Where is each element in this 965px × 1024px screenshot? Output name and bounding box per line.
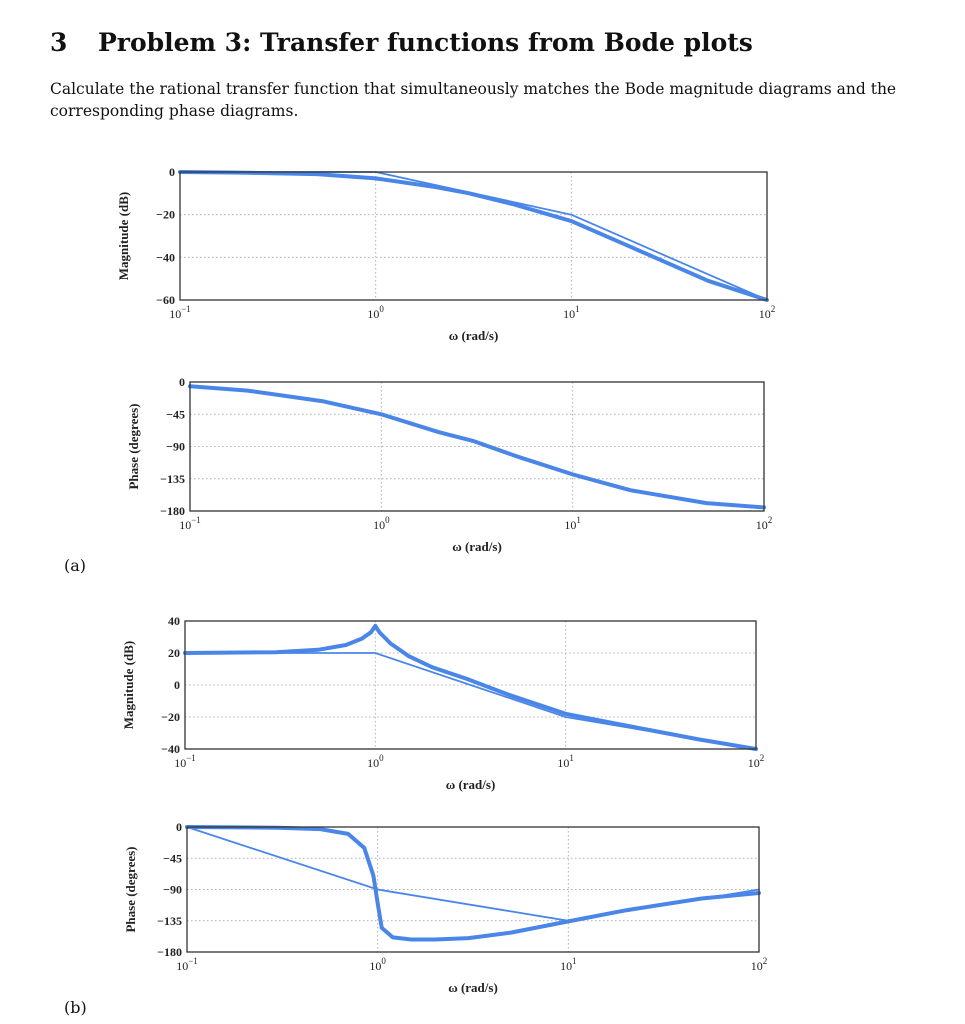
x-tick-label: $10^1$ bbox=[557, 753, 574, 770]
y-tick-label: −180 bbox=[157, 945, 182, 959]
x-axis-label: ω (rad/s) bbox=[445, 777, 496, 792]
problem-statement: Calculate the rational transfer function that simultaneously matches the Bode magnitude diagrams and the corresponding phase diagrams. bbox=[50, 80, 897, 120]
y-tick-label: 0 bbox=[179, 375, 185, 389]
y-tick-label: −45 bbox=[163, 851, 182, 866]
x-tick-label: $10^1$ bbox=[563, 304, 580, 321]
y-tick-label: −90 bbox=[163, 882, 182, 897]
y-tick-label: −135 bbox=[157, 913, 182, 928]
x-tick-label: $10^1$ bbox=[564, 515, 581, 532]
y-tick-label: −20 bbox=[161, 710, 180, 724]
x-tick-label: $10^0$ bbox=[367, 304, 384, 321]
y-tick-label: −90 bbox=[166, 439, 185, 454]
x-tick-label: $10^2$ bbox=[750, 956, 768, 973]
y-axis-label: Phase (degrees) bbox=[123, 846, 138, 933]
y-axis-label: Magnitude (dB) bbox=[121, 640, 136, 730]
x-tick-label: $10^{-1}$ bbox=[176, 956, 198, 973]
x-axis-label: ω (rad/s) bbox=[448, 980, 498, 995]
y-tick-label: 0 bbox=[169, 165, 175, 179]
x-tick-label: $10^2$ bbox=[755, 515, 773, 532]
section-number: 3 bbox=[50, 28, 68, 57]
x-tick-label: $10^{-1}$ bbox=[174, 753, 196, 770]
x-tick-label: $10^0$ bbox=[369, 956, 386, 973]
x-tick-label: $10^1$ bbox=[560, 956, 577, 973]
y-tick-label: −40 bbox=[161, 742, 180, 756]
y-tick-label: 20 bbox=[168, 646, 180, 660]
y-axis-label: Phase (degrees) bbox=[126, 403, 141, 490]
x-tick-label: $10^2$ bbox=[758, 304, 776, 321]
y-tick-label: −135 bbox=[160, 471, 185, 486]
series-line-actual bbox=[187, 827, 759, 940]
y-axis-label: Magnitude (dB) bbox=[116, 191, 131, 281]
x-tick-label: $10^2$ bbox=[747, 753, 765, 770]
section-title: Problem 3: Transfer functions from Bode plots bbox=[98, 28, 753, 57]
subfigure-label-b: (b) bbox=[64, 998, 87, 1017]
subfigure-label-a: (a) bbox=[64, 556, 87, 575]
x-axis-label: ω (rad/s) bbox=[452, 539, 502, 554]
x-tick-label: $10^0$ bbox=[373, 515, 390, 532]
y-tick-label: −180 bbox=[160, 504, 185, 518]
plot-frame bbox=[187, 827, 759, 952]
y-tick-label: −20 bbox=[156, 207, 175, 222]
x-tick-label: $10^{-1}$ bbox=[169, 304, 191, 321]
x-tick-label: $10^0$ bbox=[367, 753, 384, 770]
x-axis-label: ω (rad/s) bbox=[448, 328, 499, 343]
y-tick-label: −40 bbox=[156, 250, 175, 265]
y-tick-label: 40 bbox=[168, 614, 180, 628]
y-tick-label: 0 bbox=[174, 678, 180, 692]
y-tick-label: −45 bbox=[166, 407, 185, 422]
x-tick-label: $10^{-1}$ bbox=[179, 515, 201, 532]
series-line-asymptote bbox=[187, 827, 759, 921]
y-tick-label: 0 bbox=[176, 820, 182, 834]
y-tick-label: −60 bbox=[156, 293, 175, 307]
